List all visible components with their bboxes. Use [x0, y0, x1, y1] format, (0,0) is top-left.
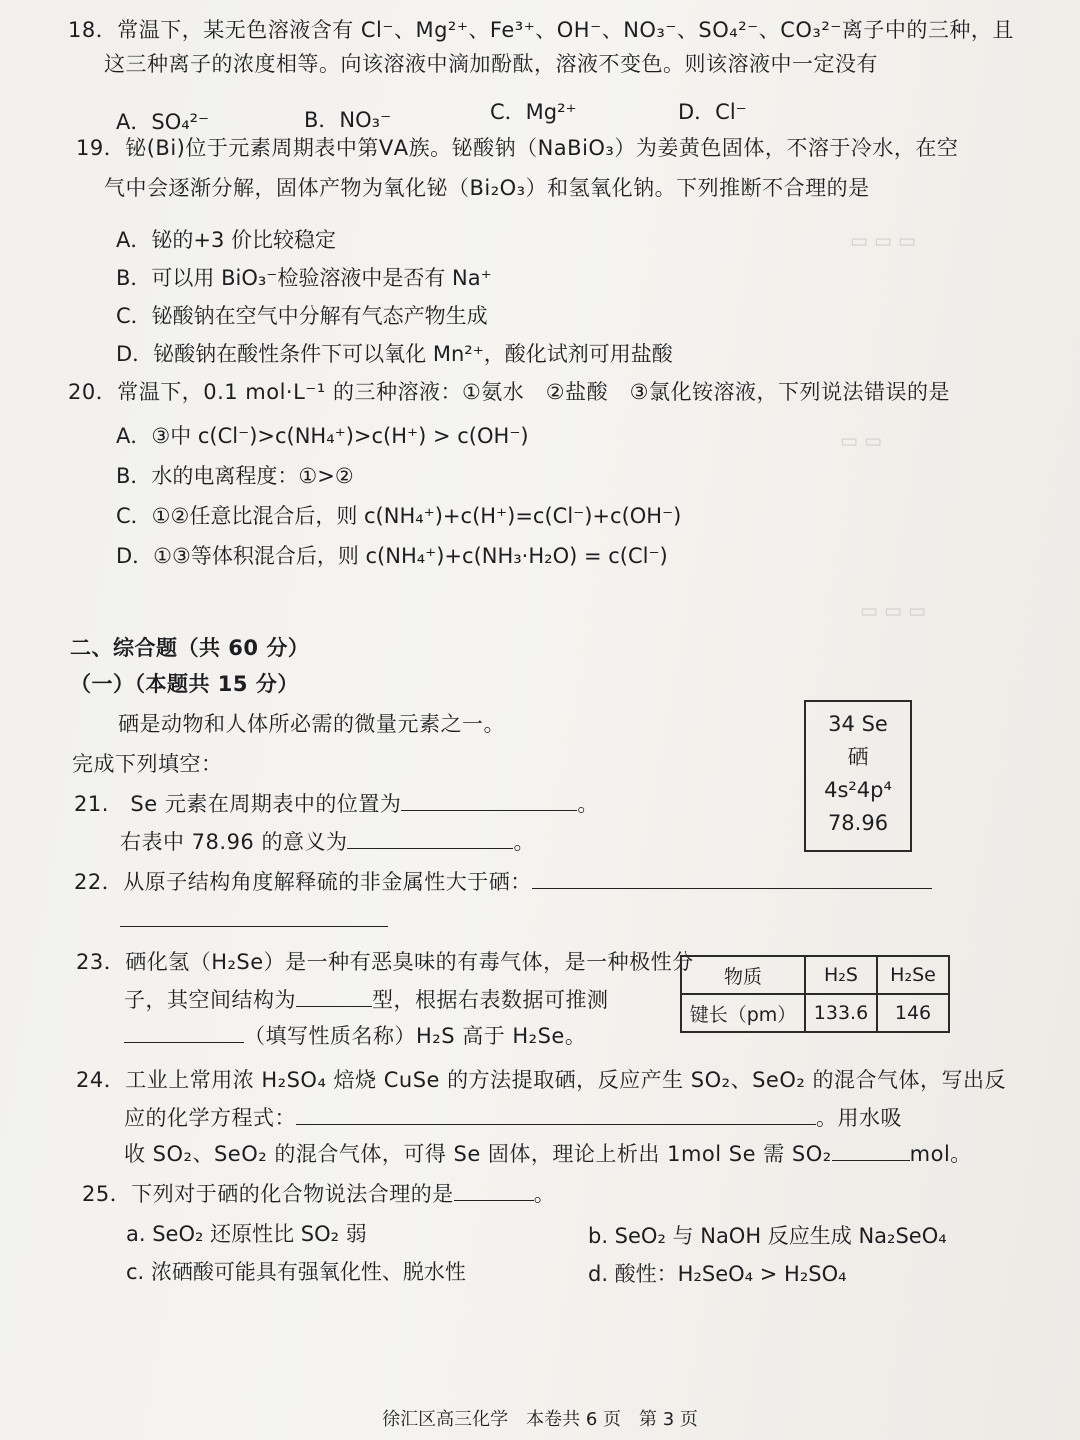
bleed-through-mark: ▭ ▭ ▭ — [850, 230, 916, 252]
q23-line1: 23．硒化氢（H₂Se）是一种有恶臭味的有毒气体，是一种极性分 — [76, 950, 694, 974]
q19-option-c: C．铋酸钠在空气中分解有气态产物生成 — [116, 304, 488, 328]
q21-a-blank[interactable] — [401, 790, 577, 811]
table-row — [681, 994, 949, 1032]
q19-option-b: B．可以用 BiO₃⁻检验溶液中是否有 Na⁺ — [116, 266, 492, 290]
q18-option-c: C．Mg²⁺ — [490, 100, 577, 124]
q20-option-a: A．③中 c(Cl⁻)>c(NH₄⁺)>c(H⁺) > c(OH⁻) — [116, 424, 529, 448]
q18-option-a: A．SO₄²⁻ — [116, 110, 210, 134]
q19-stem-line1: 19．铋(Bi)位于元素周期表中第ⅤA族。铋酸钠（NaBiO₃）为姜黄色固体，不溶于冷水，在空 — [76, 136, 959, 160]
passage-intro: 硒是动物和人体所必需的微量元素之一。 — [118, 712, 505, 736]
q19-stem-line2: 气中会逐渐分解，固体产物为氧化铋（Bi₂O₃）和氢氧化钠。下列推断不合理的是 — [104, 176, 870, 200]
q20-option-d: D．①③等体积混合后，则 c(NH₄⁺)+c(NH₃·H₂O) = c(Cl⁻) — [116, 544, 668, 568]
q22-continuation — [120, 906, 388, 934]
se-configuration: 4s²4p⁴ — [824, 778, 892, 802]
q24-equation-blank[interactable] — [296, 1104, 816, 1125]
q22-blank-2[interactable] — [120, 906, 388, 927]
q18-stem-line1: 18．常温下，某无色溶液含有 Cl⁻、Mg²⁺、Fe³⁺、OH⁻、NO₃⁻、SO₄²⁻、CO₃²⁻离子中的三种，且 — [68, 18, 1014, 42]
q24-line2 — [124, 1104, 902, 1132]
q23-shape-blank[interactable] — [296, 986, 372, 1007]
q22-text: 22．从原子结构角度解释硫的非金属性大于硒： — [74, 870, 532, 894]
q21-part-a — [74, 790, 599, 818]
bleed-through-mark: ▭ ▭ ▭ — [860, 600, 926, 622]
table-header-cell: H₂Se — [877, 956, 949, 994]
q18-stem-line2: 这三种离子的浓度相等。向该溶液中滴加酚酞，溶液不变色。则该溶液中一定没有 — [104, 52, 878, 76]
q23-c: （填写性质名称）H₂S 高于 H₂Se。 — [244, 1024, 587, 1048]
table-cell: 键长（pm） — [681, 994, 805, 1032]
q24-line3 — [124, 1140, 972, 1168]
bond-length-table — [680, 955, 950, 1033]
q19-option-a: A．铋的+3 价比较稳定 — [116, 228, 336, 252]
q25-text: 25．下列对于硒的化合物说法合理的是 — [82, 1182, 454, 1206]
q18-option-b: B．NO₃⁻ — [304, 108, 392, 132]
q25-answer-blank[interactable] — [454, 1180, 534, 1201]
q20-option-b: B．水的电离程度：①>② — [116, 464, 354, 488]
q22-blank-1[interactable] — [532, 868, 932, 889]
se-name: 硒 — [847, 745, 869, 769]
q25-option-a: a. SeO₂ 还原性比 SO₂ 弱 — [126, 1222, 367, 1246]
q22-stem — [74, 868, 932, 896]
q19-option-d: D．铋酸钠在酸性条件下可以氧化 Mn²⁺，酸化试剂可用盐酸 — [116, 342, 673, 366]
q24-b1: 应的化学方程式： — [124, 1106, 296, 1130]
fill-instruction: 完成下列填空： — [72, 752, 223, 776]
q24-c2: mol。 — [909, 1142, 972, 1166]
q23-b1: 子，其空间结构为 — [124, 988, 296, 1012]
se-atomic-mass: 78.96 — [827, 811, 889, 835]
subsection-heading: （一）（本题共 15 分） — [70, 672, 299, 696]
q23-property-blank[interactable] — [124, 1022, 244, 1043]
q21-b-text: 右表中 78.96 的意义为 — [120, 830, 348, 854]
table-header-cell: H₂S — [805, 956, 877, 994]
q23-b2: 型，根据右表数据可推测 — [372, 988, 609, 1012]
q21-a-end: 。 — [577, 792, 599, 816]
q25-option-c: c. 浓硒酸可能具有强氧化性、脱水性 — [126, 1260, 466, 1284]
se-symbol: 34 Se — [828, 712, 888, 736]
q20-stem: 20．常温下，0.1 mol·L⁻¹ 的三种溶液：①氨水 ②盐酸 ③氯化铵溶液，下列说法错误的是 — [68, 380, 950, 404]
q18-option-d: D．Cl⁻ — [678, 100, 747, 124]
table-cell: 133.6 — [805, 994, 877, 1032]
page-footer: 徐汇区高三化学 本卷共 6 页 第 3 页 — [382, 1409, 698, 1430]
table-cell: 146 — [877, 994, 949, 1032]
selenium-element-box — [804, 700, 912, 852]
q21-b-end: 。 — [513, 830, 535, 854]
section-heading: 二、综合题（共 60 分） — [70, 636, 310, 660]
q25-stem — [82, 1180, 555, 1208]
table-header-row — [681, 956, 949, 994]
q23-line3 — [124, 1022, 586, 1050]
bleed-through-mark: ▭ ▭ — [840, 430, 882, 452]
q21-a-text: 21. Se 元素在周期表中的位置为 — [74, 792, 402, 816]
q25-option-b: b. SeO₂ 与 NaOH 反应生成 Na₂SeO₄ — [588, 1224, 947, 1248]
q20-option-c: C．①②任意比混合后，则 c(NH₄⁺)+c(H⁺)=c(Cl⁻)+c(OH⁻) — [116, 504, 682, 528]
q25-option-d: d. 酸性：H₂SeO₄ > H₂SO₄ — [588, 1262, 847, 1286]
q21-b-blank[interactable] — [347, 828, 513, 849]
q21-part-b — [120, 828, 535, 856]
q24-c1: 收 SO₂、SeO₂ 的混合气体，可得 Se 固体，理论上析出 1mol Se 需 SO₂ — [124, 1142, 832, 1166]
q24-mol-blank[interactable] — [832, 1140, 910, 1161]
q25-end: 。 — [533, 1182, 556, 1206]
table-header-cell: 物质 — [681, 956, 805, 994]
q23-line2 — [124, 986, 609, 1014]
q24-line1: 24．工业上常用浓 H₂SO₄ 焙烧 CuSe 的方法提取硒，反应产生 SO₂、SeO₂ 的混合气体，写出反 — [76, 1068, 1006, 1092]
q24-b2: 。用水吸 — [816, 1106, 902, 1130]
